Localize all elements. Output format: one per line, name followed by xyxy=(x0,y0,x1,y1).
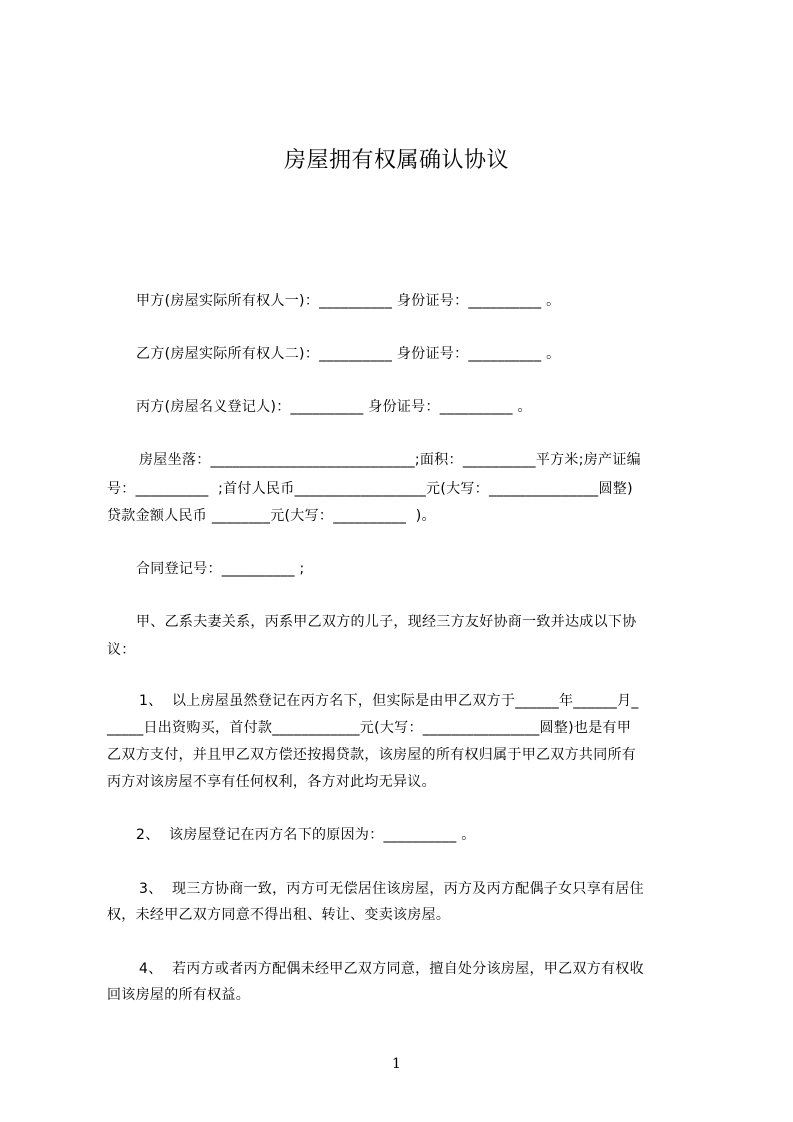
property-line-2: 号：__________ ;首付人民币__________________元(大写：_______________圆整) xyxy=(107,481,633,497)
page-title: 房屋拥有权属确认协议 xyxy=(283,148,509,173)
clause-4-line-2: 回该房屋的所有权益。 xyxy=(107,987,250,1003)
party-b-line: 乙方(房屋实际所有权人二)：__________ 身份证号：__________ 。 xyxy=(136,346,561,362)
property-line-3: 贷款金额人民币 ________元(大写：__________ )。 xyxy=(107,508,436,524)
clause-1-line-3: 乙双方支付，并且甲乙双方偿还按揭贷款，该房屋的所有权归属于甲乙双方共同所有 xyxy=(107,747,637,763)
clause-1-line-1: 1、 以上房屋虽然登记在丙方名下，但实际是由甲乙双方于______年______月_ xyxy=(139,693,639,709)
clause-1-line-2: _____日出资购买，首付款____________元(大写：________________圆整)也是有甲 xyxy=(107,720,632,736)
clause-1-line-4: 丙方对该房屋不享有任何权利，各方对此均无异议。 xyxy=(107,774,436,790)
intro-line-2: 议： xyxy=(107,642,136,658)
clause-3-line-2: 权，未经甲乙双方同意不得出租、转让、变卖该房屋。 xyxy=(107,907,451,923)
clause-4-line-1: 4、 若丙方或者丙方配偶未经甲乙双方同意，擅自处分该房屋，甲乙双方有权收 xyxy=(139,961,644,977)
party-c-line: 丙方(房屋名义登记人)：__________ 身份证号：__________ 。 xyxy=(136,399,532,415)
intro-line-1: 甲、乙系夫妻关系，丙系甲乙双方的儿子，现经三方友好协商一致并达成以下协 xyxy=(136,614,637,630)
clause-2-line: 2、 该房屋登记在丙方名下的原因为：__________ 。 xyxy=(136,827,476,843)
clause-3-line-1: 3、 现三方协商一致，丙方可无偿居住该房屋，丙方及丙方配偶子女只享有居住 xyxy=(139,881,644,897)
page-number: 1 xyxy=(392,1056,401,1072)
property-line-1: 房屋坐落：____________________________;面积：__________平方米;房产证编 xyxy=(139,452,641,468)
party-a-line: 甲方(房屋实际所有权人一)：__________ 身份证号：__________ 。 xyxy=(136,293,561,309)
contract-number-line: 合同登记号：__________ ; xyxy=(136,561,305,577)
